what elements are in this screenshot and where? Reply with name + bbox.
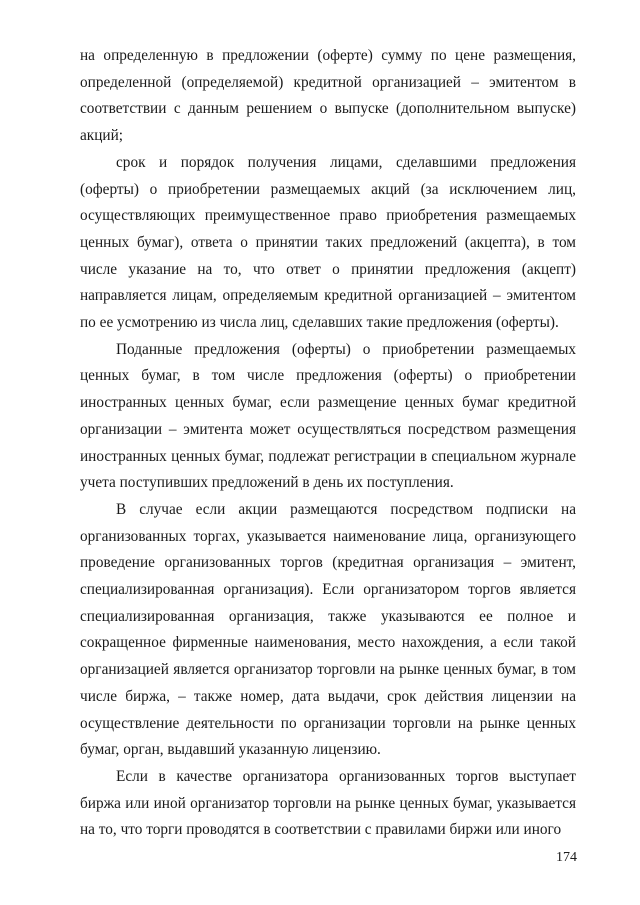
body-text	[80, 43, 576, 844]
paragraph-offer-registration: Поданные предложения (оферты) о приобретении размещаемых ценных бумаг, в том числе предложения (оферты) о приобретении иностранных ценных бумаг, если размещение ценных бумаг кредитной организации – эмитента может осуществляться посредством размещения иностранных ценных бумаг, подлежат регистрации в специальном журнале учета поступивших предложений в день их поступления.	[80, 340, 576, 492]
page-number: 174	[556, 850, 577, 865]
paragraph-offer-response-terms: срок и порядок получения лицами, сделавшими предложения (оферты) о приобретении размещаемых акций (за исключением лиц, осуществляющих преимущественное право приобретения размещаемых ценных бумаг), ответа о принятии таких предложений (акцепта), в том числе указание на то, что ответ о принятии предложения (акцепт) направляется лицам, определяемым кредитной организацией – эмитентом по ее усмотрению из числа лиц, сделавших такие предложения (оферты).	[80, 153, 576, 332]
paragraph-organized-trading: В случае если акции размещаются посредством подписки на организованных торгах, указывается наименование лица, организующего проведение организованных торгов (кредитная организация – эмитент, специализированная организация). Если организатором торгов является специализированная организация, также указываются ее полное и сокращенное фирменные наименования, место нахождения, а если такой организацией является организатор торговли на рынке ценных бумаг, в том числе биржа, – также номер, дата выдачи, срок действия лицензии на осуществление деятельности по организации торговли на рынке ценных бумаг, орган, выдавший указанную лицензию.	[80, 500, 576, 759]
paragraph-exchange-organizer: Если в качестве организатора организованных торгов выступает биржа или иной организатор торговли на рынке ценных бумаг, указывается на то, что торги проводятся в соответствии с правилами биржи или иного	[80, 767, 576, 839]
paragraph-continuation: на определенную в предложении (оферте) сумму по цене размещения, определенной (определяемой) кредитной организацией – эмитентом в соответствии с данным решением о выпуске (дополнительном выпуске) акций;	[80, 47, 576, 145]
